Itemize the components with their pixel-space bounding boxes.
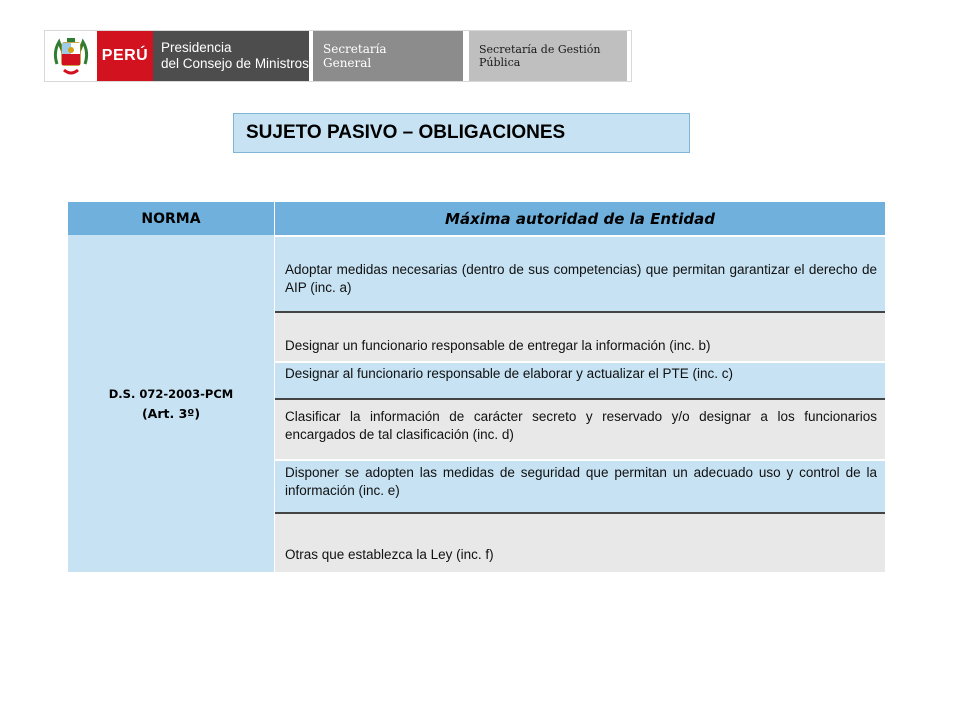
row-text: Designar un funcionario responsable de entregar la información (inc. b) <box>285 338 711 353</box>
secretaria-gestion-publica-block <box>469 31 627 81</box>
peru-logo <box>97 31 153 81</box>
pcm-line-1: Presidencia <box>161 40 232 55</box>
row-text: Adoptar medidas necesarias (dentro de sus competencias) que permitan garantizar el derecho de AIP (inc. a) <box>285 262 877 295</box>
header-banner <box>44 30 632 82</box>
secretaria-general-block <box>313 31 463 81</box>
table-row <box>275 512 885 572</box>
obligations-list <box>275 235 885 572</box>
row-text: Clasificar la información de carácter secreto y reservado y/o designar a los funcionarios encargados de tal clasificación (inc. d) <box>285 409 877 442</box>
table-row <box>275 361 885 398</box>
header-norma: NORMA <box>68 202 275 235</box>
norma-line-1: D.S. 072-2003-PCM <box>108 386 234 401</box>
table-header <box>68 202 885 235</box>
slide-title: SUJETO PASIVO – OBLIGACIONES <box>233 113 690 153</box>
sg-line-1: Secretaría <box>323 42 387 56</box>
norma-line-2: (Art. 3º) <box>141 405 201 421</box>
pcm-logo <box>153 31 309 81</box>
header-entidad: Máxima autoridad de la Entidad <box>445 209 715 228</box>
coat-of-arms-icon <box>45 31 97 81</box>
row-text: Otras que establezca la Ley (inc. f) <box>285 547 494 562</box>
table-body <box>68 235 885 572</box>
sgp-line-2: Pública <box>479 56 521 69</box>
sgp-line-1: Secretaría de Gestión <box>479 43 601 56</box>
sg-line-2: General <box>323 56 372 70</box>
pcm-line-2: del Consejo de Ministros <box>161 56 309 71</box>
row-text: Designar al funcionario responsable de elaborar y actualizar el PTE (inc. c) <box>285 366 733 381</box>
table-row <box>275 235 885 311</box>
obligations-table <box>68 202 885 572</box>
norma-cell <box>68 235 275 572</box>
row-text: Disponer se adopten las medidas de seguridad que permitan un adecuado uso y control de la información (inc. e) <box>285 465 877 498</box>
table-row <box>275 311 885 361</box>
table-row <box>275 398 885 459</box>
peru-text: PERÚ <box>101 47 149 64</box>
table-row <box>275 459 885 512</box>
